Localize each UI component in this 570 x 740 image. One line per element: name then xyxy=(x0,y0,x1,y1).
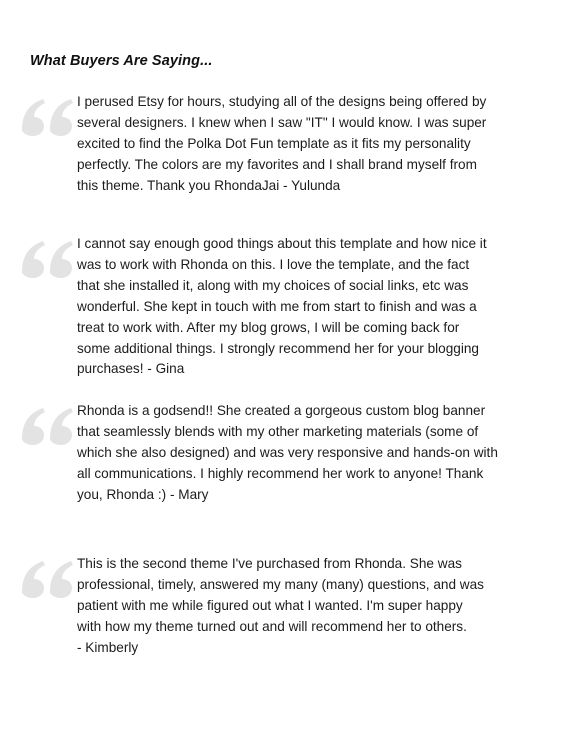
quote-mark-icon xyxy=(19,226,79,286)
quote-mark-icon xyxy=(19,393,79,453)
testimonial-text: I perused Etsy for hours, studying all of the designs being offered by several designers. I knew when I saw "IT" I would know. I was super excited to find the Polka Dot Fun template as it fits my personality perfectly. The colors are my favorites and I shall brand myself from this theme. Thank you RhondaJai - Yulunda xyxy=(77,94,487,193)
page-heading: What Buyers Are Saying... xyxy=(30,53,213,69)
testimonial-text: Rhonda is a godsend!! She created a gorgeous custom blog banner that seamlessly blends with my other marketing materials (some of which she also designed) and was very responsive and hands-on with all communications. I highly recommend her work to anyone! Thank you, Rhonda :) - Mary xyxy=(77,403,498,502)
testimonial-text: This is the second theme I've purchased from Rhonda. She was professional, timely, answered my many (many) questions, and was patient with me while figured out what I wanted. I'm super happy with how my theme turned out and will recommend her to others. - Kimberly xyxy=(77,556,484,655)
quote-mark-icon xyxy=(19,546,79,606)
quote-mark-icon xyxy=(19,84,79,144)
testimonial-text: I cannot say enough good things about this template and how nice it was to work with Rhonda on this. I love the template, and the fact that she installed it, along with my choices of social links, etc was wonderful. She kept in touch with me from start to finish and was a treat to work with. After my blog grows, I will be coming back for some additional things. I strongly recommend her for your blogging purchases! - Gina xyxy=(77,236,487,377)
